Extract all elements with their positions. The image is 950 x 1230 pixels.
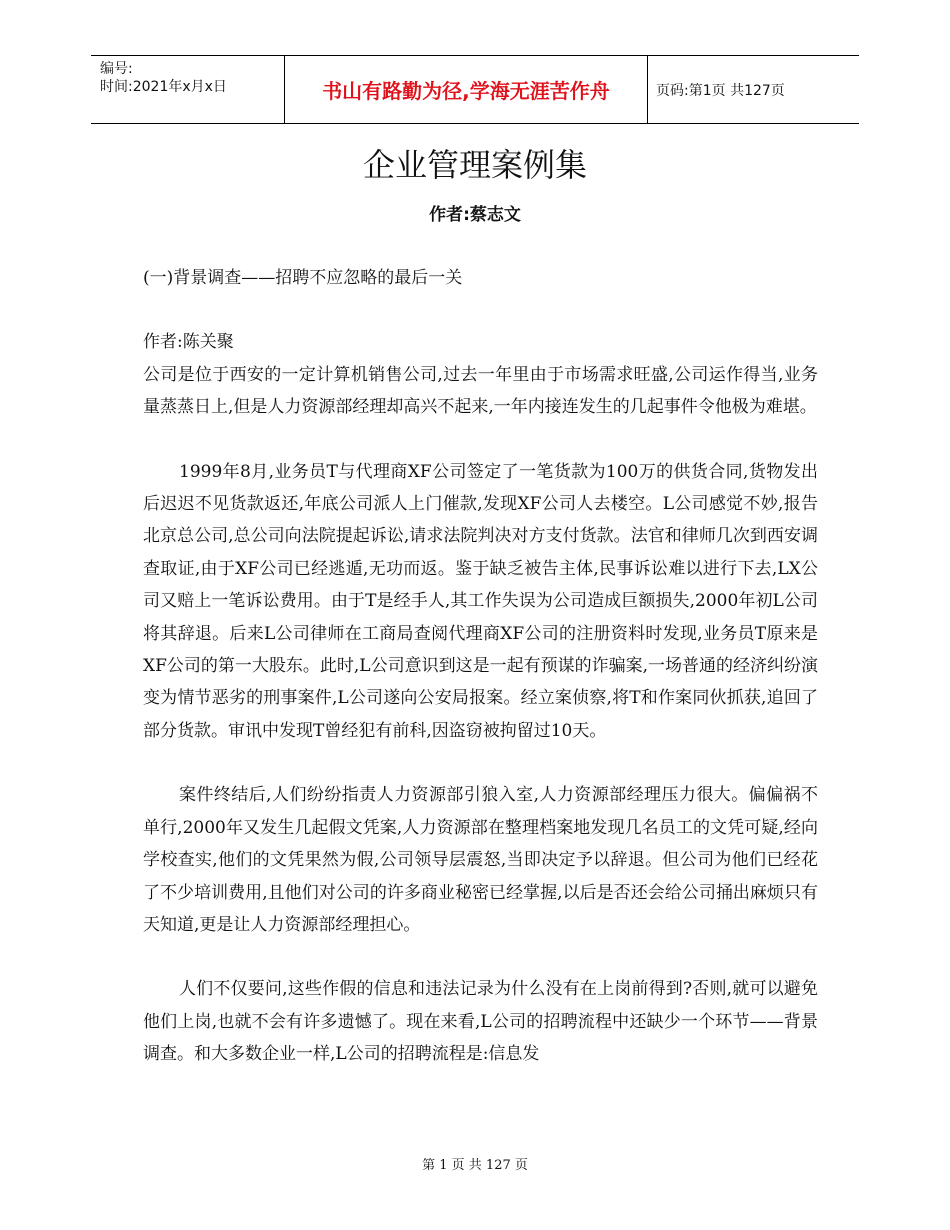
header-motto: 书山有路勤为径,学海无涯苦作舟	[285, 56, 648, 123]
section-heading: (一)背景调查——招聘不应忽略的最后一关	[143, 268, 463, 288]
paragraph-spacer	[143, 424, 818, 456]
body-paragraph: 1999年8月,业务员T与代理商XF公司签定了一笔货款为100万的供货合同,货物发出后迟迟不见货款返还,年底公司派人上门催款,发现XF公司人去楼空。L公司感觉不妙,报告北京总公司,总公司向法院提起诉讼,请求法院判决对方支付货款。法官和律师几次到西安调查取证,由于XF公司已经逃遁,无功而返。鉴于缺乏被告主体,民事诉讼难以进行下去,LX公司又赔上一笔诉讼费用。由于T是经手人,其工作失误为公司造成巨额损失,2000年初L公司将其辞退。后来L公司律师在工商局查阅代理商XF公司的注册资料时发现,业务员T原来是XF公司的第一大股东。此时,L公司意识到这是一起有预谋的诈骗案,一场普通的经济纠纷演变为情节恶劣的刑事案件,L公司遂向公安局报案。经立案侦察,将T和作案同伙抓获,追回了部分货款。审讯中发现T曾经犯有前科,因盗窃被拘留过10天。	[143, 461, 818, 741]
number-label: 编号:	[100, 61, 133, 77]
body-paragraph: 案件终结后,人们纷纷指责人力资源部引狼入室,人力资源部经理压力很大。偏偏祸不单行,2000年又发生几起假文凭案,人力资源部在整理档案地发现几名员工的文凭可疑,经向学校查实,他们的文凭果然为假,公司领导层震怒,当即决定予以辞退。但公司为他们已经花了不少培训费用,且他们对公司的许多商业秘密已经掌握,以后是否还会给公司捅出麻烦只有天知道,更是让人力资源部经理担心。	[143, 785, 818, 935]
body-paragraph: 人们不仅要问,这些作假的信息和违法记录为什么没有在上岗前得到?否则,就可以避免他们上岗,也就不会有许多遗憾了。现在来看,L公司的招聘流程中还缺少一个环节——背景调查。和大多数企业一样,L公司的招聘流程是:信息发	[143, 979, 818, 1065]
header-page-info: 页码:第1页 共127页	[656, 82, 785, 99]
paragraph-spacer	[143, 747, 818, 779]
paragraph-spacer	[143, 941, 818, 973]
document-body	[143, 262, 818, 1071]
page-footer: 第 1 页 共 127 页	[422, 1158, 528, 1173]
page-header	[91, 55, 859, 124]
time-label: 时间:2021年x月x日	[100, 79, 227, 95]
body-paragraph: 公司是位于西安的一定计算机销售公司,过去一年里由于市场需求旺盛,公司运作得当,业务量蒸蒸日上,但是人力资源部经理却高兴不起来,一年内接连发生的几起事件令他极为难堪。	[143, 364, 818, 418]
section-byline: 作者:陈关聚	[143, 332, 234, 353]
document-title: 企业管理案例集	[362, 146, 587, 184]
document-author: 作者:蔡志文	[429, 205, 521, 225]
header-meta-cell	[91, 56, 285, 123]
